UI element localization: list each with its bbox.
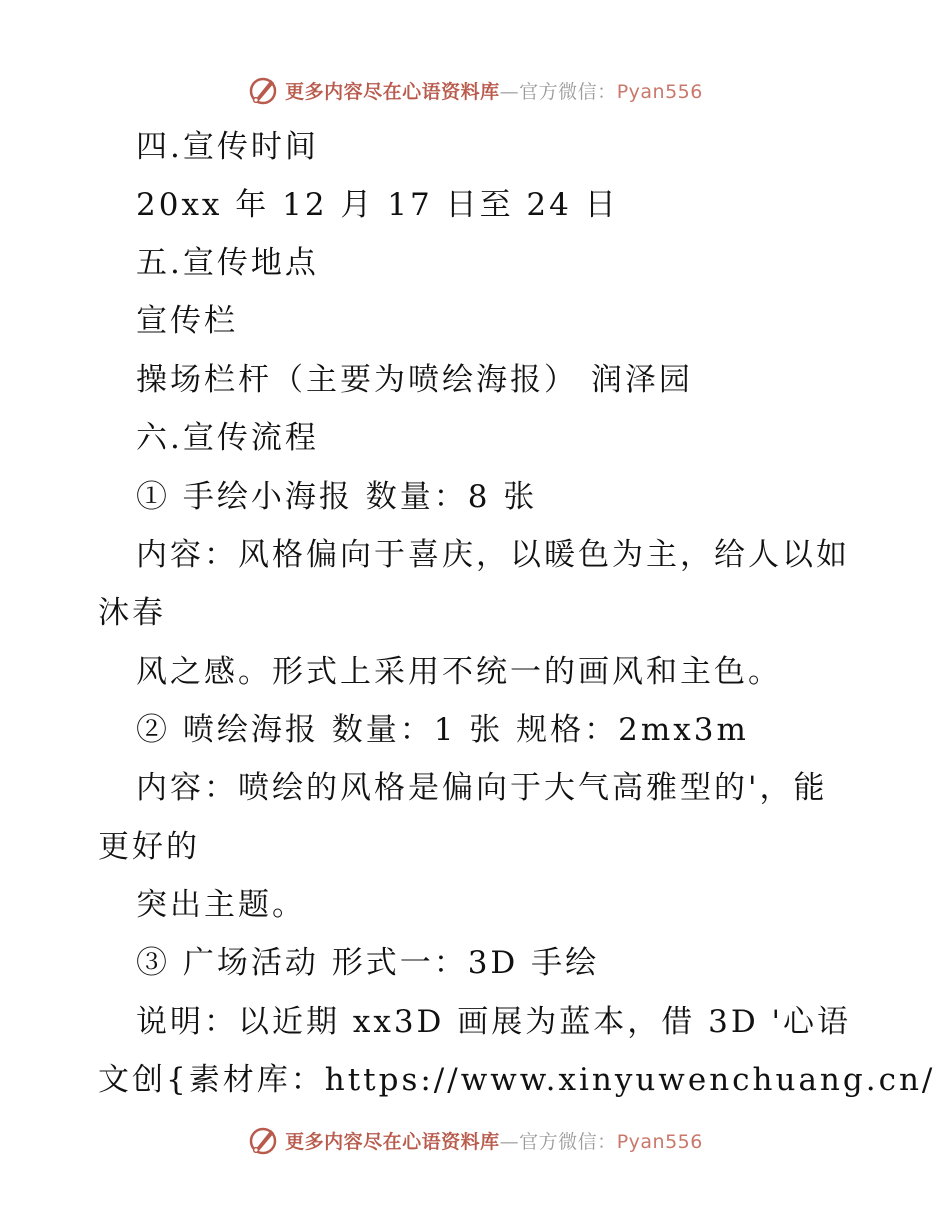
watermark-text [285, 77, 703, 104]
paragraph-line: 20xx 年 12 月 17 日至 24 日 [136, 187, 619, 223]
paragraph-line: 沐春 [98, 595, 166, 631]
paragraph-line: 说明：以近期 xx3D 画展为蓝本，借 3D '心语 [136, 1004, 852, 1040]
paragraph-line: 操场栏杆（主要为喷绘海报） 润泽园 [136, 362, 693, 398]
quill-logo-icon [247, 1124, 279, 1156]
section-heading-location: 五.宣传地点 [136, 245, 319, 281]
list-item: ② 喷绘海报 数量：1 张 规格：2mx3m [136, 712, 749, 748]
watermark-brand: 更多内容尽在心语资料库 [285, 80, 500, 103]
watermark-separator: — [499, 80, 520, 103]
watermark-id: Pyan556 [616, 80, 703, 103]
paragraph-line: 更好的 [98, 829, 200, 865]
watermark-separator: — [499, 1130, 520, 1153]
watermark-brand: 更多内容尽在心语资料库 [285, 1130, 500, 1153]
paragraph-line: 内容：风格偏向于喜庆，以暖色为主，给人以如 [136, 537, 850, 573]
watermark-id: Pyan556 [616, 1130, 703, 1153]
header-watermark [0, 70, 950, 110]
paragraph-line: 文创{素材库：https://www.xinyuwenchuang.cn/ [98, 1062, 936, 1098]
footer-watermark [0, 1120, 950, 1160]
section-heading-time: 四.宣传时间 [136, 129, 319, 165]
list-item: ① 手绘小海报 数量：8 张 [136, 479, 538, 515]
paragraph-line: 宣传栏 [136, 303, 238, 339]
paragraph-line: 内容：喷绘的风格是偏向于大气高雅型的'，能 [136, 770, 828, 806]
list-item: ③ 广场活动 形式一：3D 手绘 [136, 945, 600, 981]
watermark-label: 官方微信： [519, 80, 617, 103]
section-heading-process: 六.宣传流程 [136, 420, 319, 456]
watermark-text [285, 1127, 703, 1154]
watermark-label: 官方微信： [519, 1130, 617, 1153]
paragraph-line: 风之感。形式上采用不统一的画风和主色。 [136, 654, 782, 690]
quill-logo-icon [247, 74, 279, 106]
paragraph-line: 突出主题。 [136, 887, 306, 923]
